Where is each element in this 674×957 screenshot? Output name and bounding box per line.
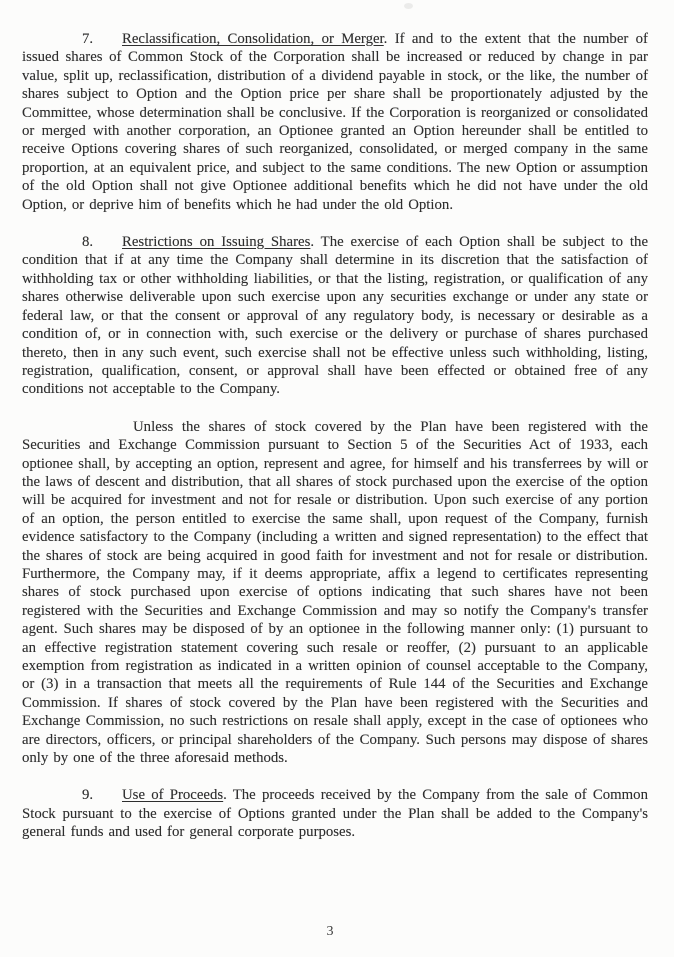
section-9-heading: Use of Proceeds: [122, 787, 224, 804]
document-body: [22, 30, 648, 842]
section-9-separator: .: [223, 787, 233, 804]
page-footer: [0, 924, 660, 940]
unnumbered-paragraph: [22, 418, 648, 768]
section-8-heading: Restrictions on Issuing Shares: [122, 234, 311, 251]
section-9-number: 9.: [82, 787, 94, 804]
section-7-separator: .: [383, 31, 395, 47]
unnumbered-paragraph-body: Unless the shares of stock covered by the Plan have been registered with the Securities and Exchange Commission pursuant to Section 5 of the Securities Act of 1933, each optionee shall, by accepting an option, represent and agree, for himself and his transferrees by will or the laws of descent and distribution, that all shares of stock purchased upon the exercise of the option will be acquired for investment and not for resale or distribution. Upon such exercise of any portion of an option, the person entitled to exercise the same shall, upon request of the Company, furnish evidence satisfactory to the Company (including a written and signed representation) to the effect that the shares of stock are being acquired in good faith for investment and not for resale or distribution. Furthermore, the Company may, if it deems appropriate, affix a legend to certificates representing shares of stock purchased upon exercise of options indicating that such shares have not been registered with the Securities and Exchange Commission and may so notify the Company's transfer agent. Such shares may be disposed of by an optionee in the following manner only: (1) pursuant to an effective registration statement covering such resale or reoffer, (2) pursuant to an applicable exemption from registration as indicated in a written opinion of counsel acceptable to the Company, or (3) in a transaction that meets all the requirements of Rule 144 of the Securities and Exchange Commission. If shares of stock covered by the Plan have been registered with the Securities and Exchange Commission, no such restrictions on resale shall apply, except in the case of optionees who are directors, officers, or principal shareholders of the Company. Such persons may dispose of shares only by one of the three aforesaid methods.: [22, 418, 648, 767]
section-7-paragraph: [22, 30, 648, 214]
page-number: 3: [326, 924, 334, 939]
section-8-number: 8.: [82, 234, 94, 251]
section-8-paragraph: [22, 233, 648, 399]
section-8-body: The exercise of each Option shall be subject to the condition that if at any time the Company shall determine in its discretion that the satisfaction of withholding tax or other withholding liabilities, or that the listing, registration, or qualification of any shares otherwise deliverable upon such exercise upon any securities exchange or under any state or federal law, or that the consent or approval of any regulatory body, is necessary or desirable as a condition of, or in connection with, such exercise or the delivery or purchase of shares purchased thereto, then in any such event, such exercise shall not be effective unless such withholding, listing, registration, qualification, consent, or approval shall have been effected or obtained free of any conditions not acceptable to the Company.: [22, 234, 649, 398]
section-7-body: If and to the extent that the number of issued shares of Common Stock of the Corporation shall be increased or reduced by change in par value, split up, reclassification, distribution of a dividend payable in stock, or the like, the number of shares subject to Option and the Option price per share shall be proportionately adjusted by the Committee, whose determination shall be conclusive. If the Corporation is reorganized or consolidated or merged with another corporation, an Optionee granted an Option hereunder shall be entitled to receive Options covering shares of such reorganized, consolidated, or merged company in the same proportion, at an equivalent price, and subject to the same conditions. The new Option or assumption of the old Option shall not give Optionee additional benefits which he did not have under the old Option, or deprive him of benefits which he had under the old Option.: [22, 31, 648, 213]
scan-smudge-artifact: [404, 3, 413, 9]
section-7-number: 7.: [82, 31, 94, 47]
section-8-separator: .: [310, 234, 321, 251]
section-7-heading: Reclassification, Consolidation, or Merger: [122, 31, 384, 47]
section-9-paragraph: [22, 786, 648, 841]
section-9-body: The proceeds received by the Company from the sale of Common Stock pursuant to the exercise of Options granted under the Plan shall be added to the Company's general funds and used for general corporate purposes.: [22, 787, 648, 841]
